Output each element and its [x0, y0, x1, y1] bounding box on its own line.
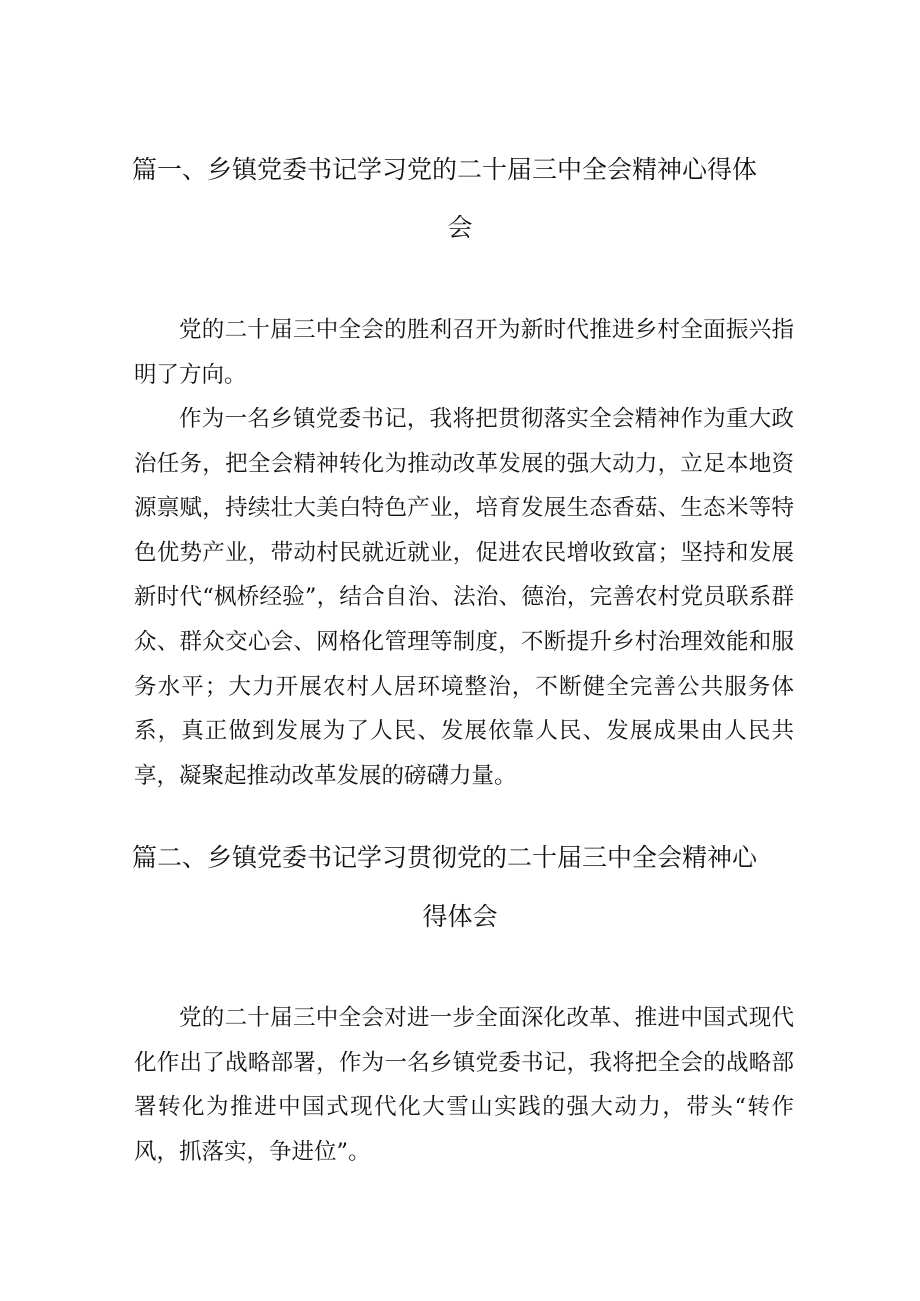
section-2-title-continuation: 得体会 [422, 902, 498, 931]
section-1-title: 篇一、乡镇党委书记学习党的二十届三中全会精神心得体 [132, 155, 758, 184]
section-1-paragraph: 党的二十届三中全会的胜利召开为新时代推进乡村全面振兴指明了方向。 [134, 317, 794, 388]
section-1-title-continuation: 会 [447, 213, 473, 242]
section-1-paragraph: 作为一名乡镇党委书记，我将把贯彻落实全会精神作为重大政治任务，把全会精神转化为推动改革发展的强大动力，立足本地资源禀赋，持续壮大美白特色产业，培育发展生态香菇、生态米等特色优势产业，带动村民就近就业，促进农民增收致富；坚持和发展新时代“枫桥经验”，结合自治、法治、德治，完善农村党员联系群众、群众交心会、网格化管理等制度，不断提升乡村治理效能和服务水平；大力开展农村人居环境整治，不断健全完善公共服务体系，真正做到发展为了人民、发展依靠人民、发展成果由人民共享，凝聚起推动改革发展的磅礴力量。 [134, 406, 794, 789]
section-2-title: 篇二、乡镇党委书记学习贯彻党的二十届三中全会精神心 [132, 843, 758, 872]
section-2-paragraph: 党的二十届三中全会对进一步全面深化改革、推进中国式现代化作出了战略部署，作为一名乡镇党委书记，我将把全会的战略部署转化为推进中国式现代化大雪山实践的强大动力，带头“转作风，抓落实，争进位”。 [134, 1005, 794, 1165]
